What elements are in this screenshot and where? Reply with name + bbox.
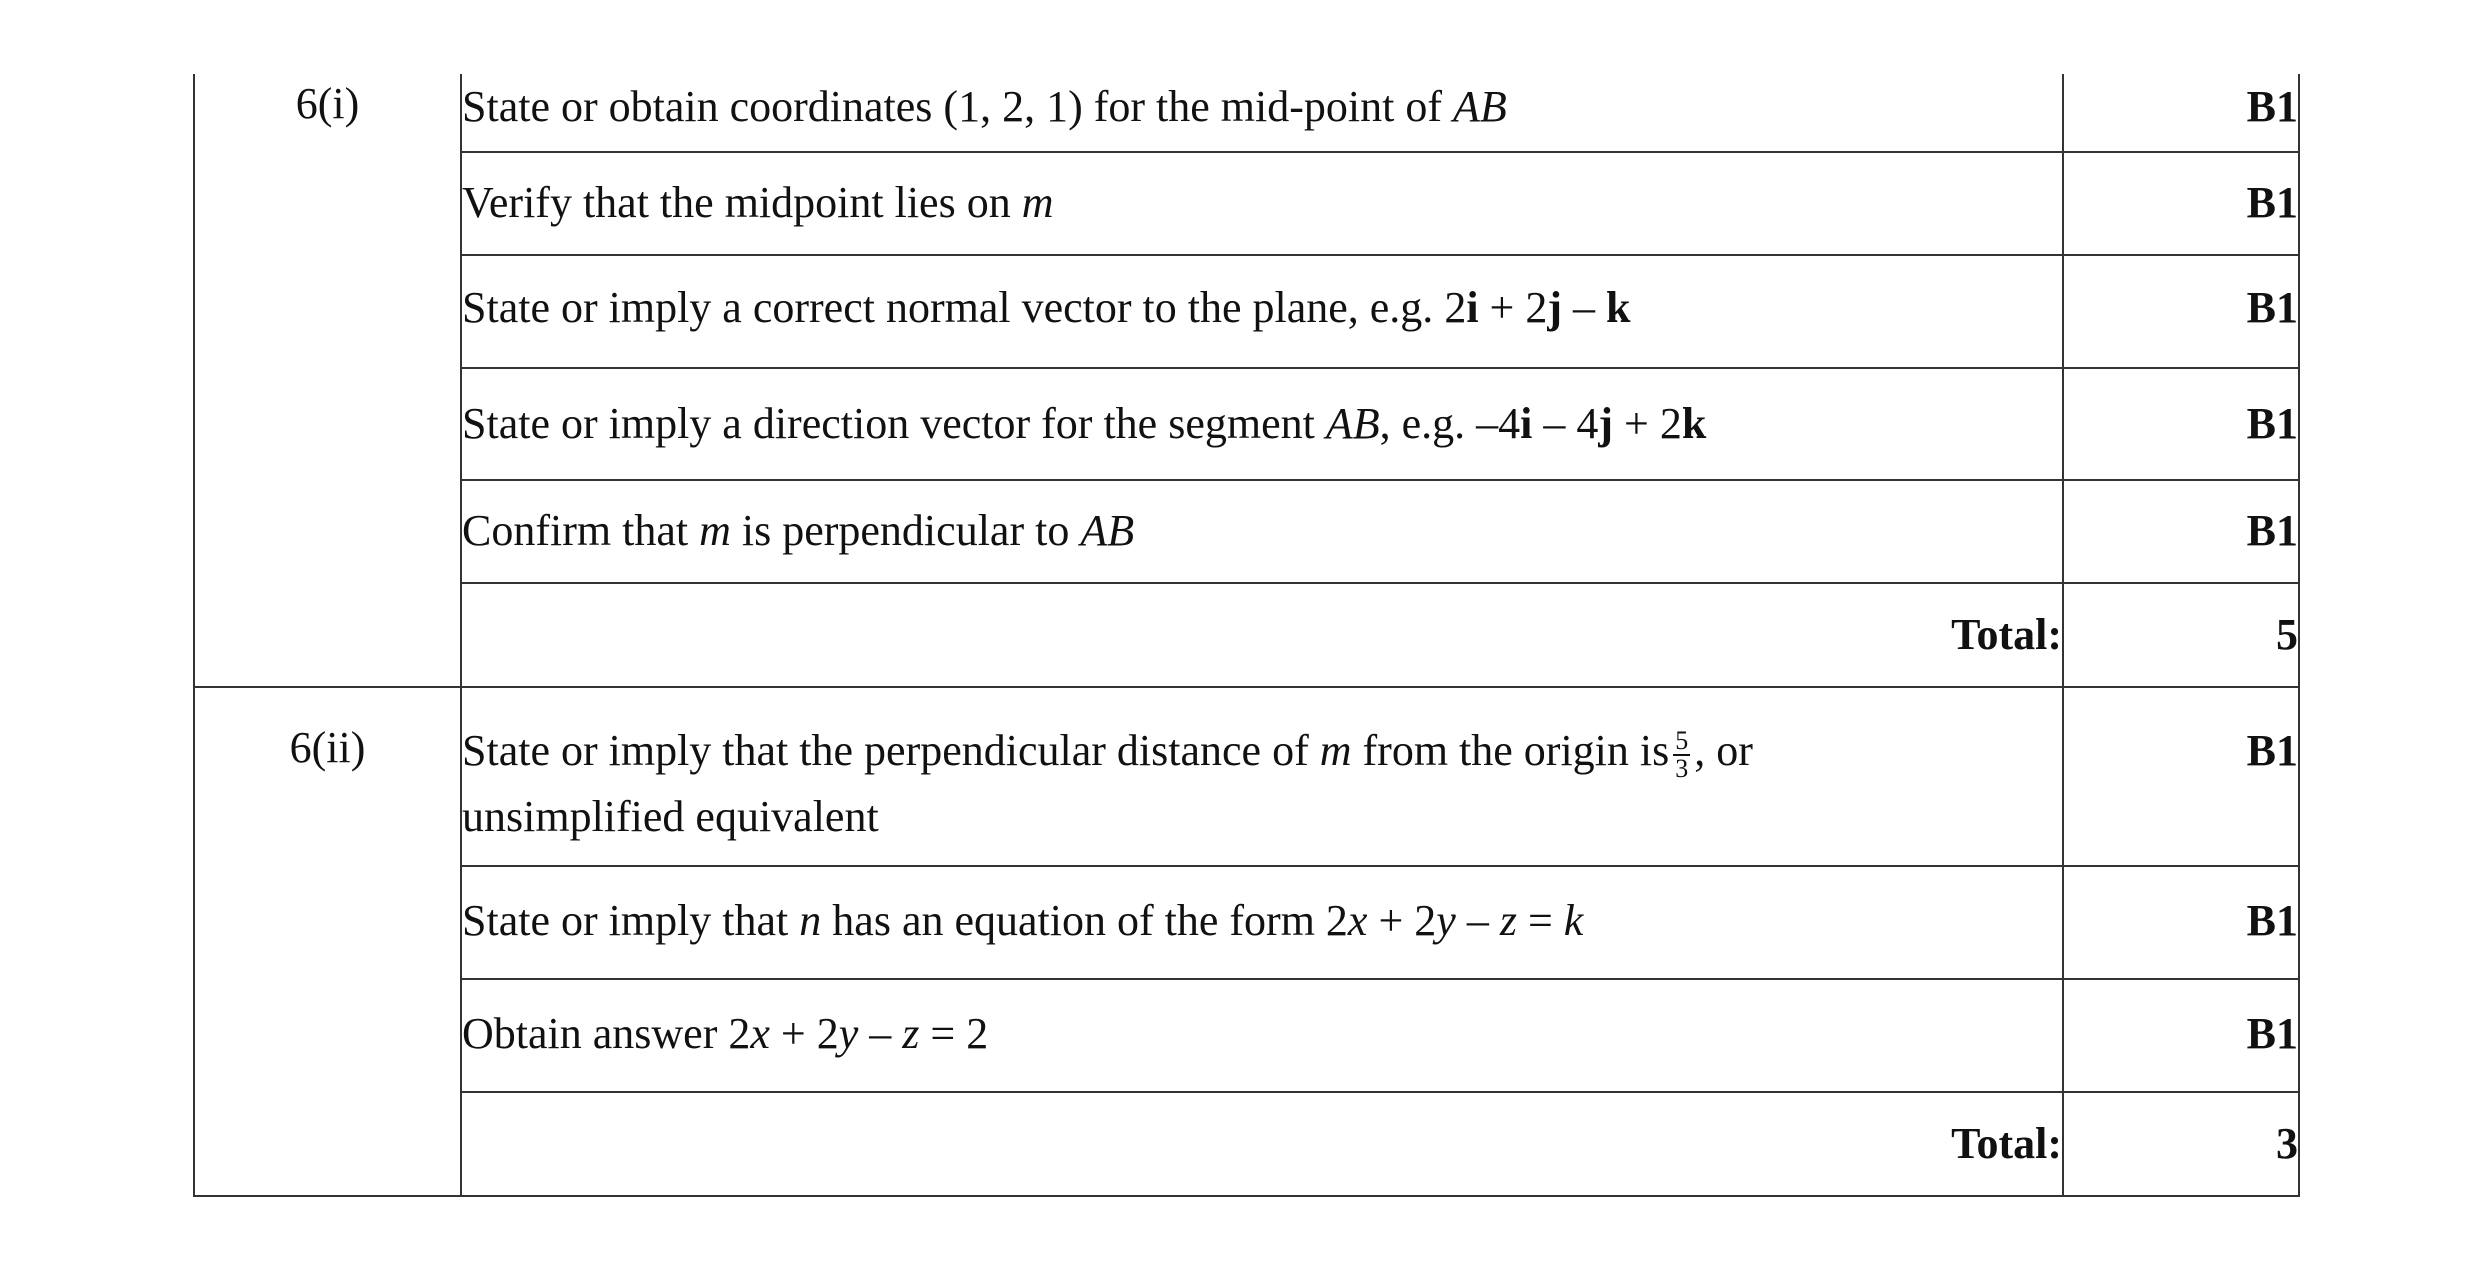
mark-cell <box>2063 74 2299 152</box>
total-value-cell <box>2063 1092 2299 1196</box>
answer-italic: m <box>699 506 731 555</box>
answer-italic: n <box>799 896 822 945</box>
total-label-cell <box>461 1092 2063 1196</box>
answer-italic: AB <box>1453 82 1507 131</box>
mark-cell <box>2063 368 2299 480</box>
answer-cell <box>461 866 2063 979</box>
table-row <box>194 368 2299 480</box>
mark-scheme-table <box>193 74 2300 1197</box>
mark-cell <box>2063 687 2299 866</box>
answer-italic: m <box>1021 178 1054 227</box>
fraction <box>1673 725 1690 783</box>
mark-cell <box>2063 866 2299 979</box>
question-number: 6(ii) <box>289 723 366 772</box>
answer-cell <box>461 979 2063 1092</box>
answer-text: State or imply a direction vector for the segment <box>462 399 1326 448</box>
mark-value: B1 <box>2246 82 2298 131</box>
answer-text: Confirm that <box>462 506 700 555</box>
answer-text-line2: unsimplified equivalent <box>462 792 879 841</box>
table-row <box>194 1092 2299 1196</box>
question-label-6i <box>194 74 461 687</box>
table-row <box>194 583 2299 687</box>
question-number: 6(i) <box>295 79 360 128</box>
total-value-cell <box>2063 583 2299 687</box>
answer-cell <box>461 687 2063 866</box>
answer-italic: AB <box>1325 399 1380 448</box>
answer-cell <box>461 255 2063 368</box>
table-row <box>194 74 2299 152</box>
answer-italic: m <box>1319 726 1352 775</box>
fraction-denominator: 3 <box>1675 753 1689 783</box>
answer-italic: AB <box>1080 506 1135 555</box>
total-label: Total: <box>1951 1119 2062 1168</box>
fraction-numerator: 5 <box>1675 725 1689 755</box>
answer-text: Obtain answer <box>462 1009 729 1058</box>
answer-text: State or obtain coordinates (1, 2, 1) for the mid-point of <box>462 82 1453 131</box>
mark-value: B1 <box>2246 896 2298 945</box>
answer-text: has an equation of the form <box>821 896 1326 945</box>
table-row <box>194 152 2299 255</box>
total-label-cell <box>461 583 2063 687</box>
answer-cell <box>461 368 2063 480</box>
plane-equation-answer: 2x + 2y – z = 2 <box>728 1009 989 1058</box>
answer-cell <box>461 152 2063 255</box>
direction-vector-expression: –4i – 4j + 2k <box>1476 399 1707 448</box>
answer-text: , or <box>1694 726 1753 775</box>
table-row <box>194 979 2299 1092</box>
mark-cell <box>2063 152 2299 255</box>
answer-text: , e.g. <box>1379 399 1477 448</box>
normal-vector-expression: 2i + 2j – k <box>1444 283 1631 332</box>
mark-cell <box>2063 255 2299 368</box>
mark-value: B1 <box>2246 399 2298 448</box>
answer-text: is perpendicular to <box>730 506 1081 555</box>
answer-text: from the origin is <box>1351 726 1670 775</box>
table-row <box>194 255 2299 368</box>
mark-cell <box>2063 979 2299 1092</box>
total-value: 5 <box>2276 610 2298 659</box>
table-row <box>194 480 2299 583</box>
answer-cell <box>461 74 2063 152</box>
answer-text: State or imply a correct normal vector to the plane, e.g. <box>462 283 1445 332</box>
answer-cell <box>461 480 2063 583</box>
mark-cell <box>2063 480 2299 583</box>
answer-text: State or imply that <box>462 896 800 945</box>
table-row <box>194 687 2299 866</box>
mark-value: B1 <box>2246 1009 2298 1058</box>
mark-value: B1 <box>2246 506 2298 555</box>
answer-text: State or imply that the perpendicular distance of <box>462 726 1320 775</box>
plane-equation-general: 2x + 2y – z = k <box>1325 896 1584 945</box>
question-label-6ii <box>194 687 461 1196</box>
total-label: Total: <box>1951 610 2062 659</box>
mark-value: B1 <box>2246 283 2298 332</box>
mark-value: B1 <box>2246 178 2298 227</box>
mark-value: B1 <box>2246 726 2298 775</box>
total-value: 3 <box>2276 1119 2298 1168</box>
answer-text: Verify that the midpoint lies on <box>462 178 1022 227</box>
table-row <box>194 866 2299 979</box>
